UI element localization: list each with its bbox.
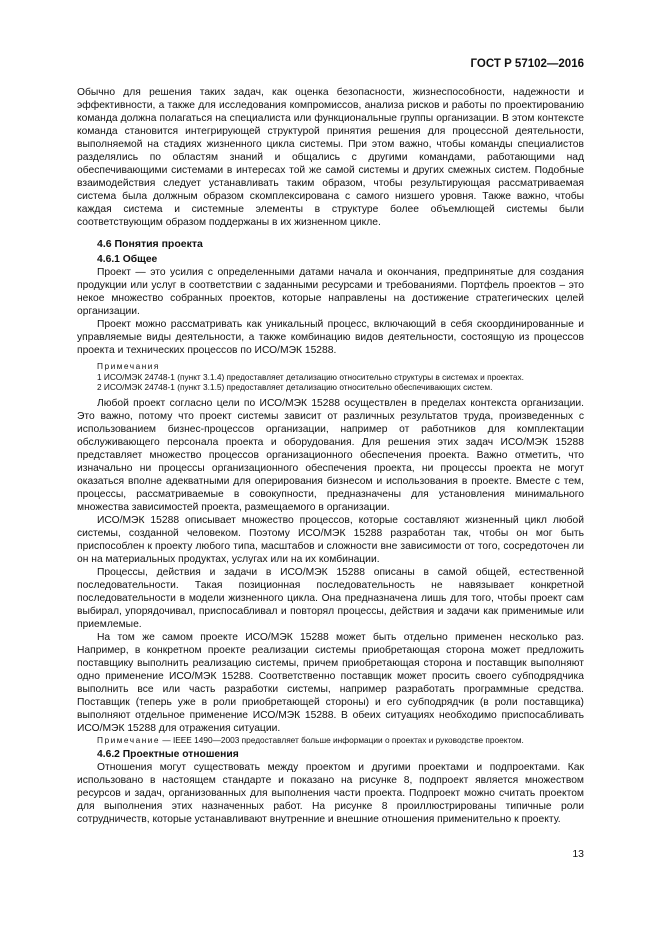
note-item: 1 ИСО/МЭК 24748-1 (пункт 3.1.4) предоставляет детализацию относительно структуры в системах и проектах. [97, 371, 524, 382]
paragraph: Отношения могут существовать между проектом и другими проектами и подпроектами. Как использовано в настоящем стандарте и показано на рисунке 8, подпроект является множеством ресурсов и задач, организованных для выполнения части проекта. Подпроект можно считать проектом для выполнения этих назначенных работ. На рисунке 8 проиллюстрированы типичные роли сотрудничеств, которые устанавливают внутренние и внешние отношения применительно к проекту. [77, 761, 584, 825]
section-title-4-6: 4.6 Понятия проекта [97, 238, 203, 250]
document-id-header: ГОСТ Р 57102—2016 [470, 58, 584, 70]
paragraph: ИСО/МЭК 15288 описывает множество процессов, которые составляют жизненный цикл любой системы, созданной человеком. Поэтому ИСО/МЭК 15288 разработан так, чтобы он мог быть приспособлен к проекту любого типа, масштабов и сложности вне зависимости от того, сосредоточен ли он на материальных продуктах, услугах или на их комбинации. [77, 514, 584, 565]
page-body [77, 86, 584, 826]
subsection-title-4-6-1: 4.6.1 Общее [97, 254, 158, 265]
subsection-title-4-6-2: 4.6.2 Проектные отношения [97, 748, 239, 760]
note-item: 2 ИСО/МЭК 24748-1 (пункт 3.1.5) предоставляет детализацию относительно обеспечивающих систем. [97, 382, 493, 392]
notes-block [77, 361, 584, 393]
inline-note-label: Примечание [97, 734, 161, 745]
paragraph: Процессы, действия и задачи в ИСО/МЭК 15288 описаны в самой общей, естественной последовательности. Такая позиционная последовательность не навязывает конкретной последовательности в модели жизненного цикла. Она предназначена лишь для того, чтобы проект сам выбирал, упорядочивал, приспосабливал и повторял процессы, действия и задачи как применимые или приемлемые. [77, 566, 584, 630]
paragraph: Проект — это усилия с определенными датами начала и окончания, предпринятые для создания продукции или услуг в соответствии с заданными ресурсами и требованиями. Портфель проектов – это некое множество собранных проектов, которые направлены на достижение стратегических целей организации. [77, 267, 584, 317]
page-number: 13 [572, 848, 584, 860]
intro-paragraph: Обычно для решения таких задач, как оценка безопасности, жизнеспособности, надежности и эффективности, а также для исследования компромиссов, анализа рисков и работы по проектированию команда должна полагаться на специалиста или функциональные группы организации. В этом контексте команда становится интегрирующей структурой принятия решения для процессной деятельности, выполняемой на стадиях жизненного цикла системы. При этом важно, чтобы команды специалистов разделялись по областям знаний и общались с другими командами, работающими над обеспечивающими системами в интересах той же самой системы и других смежных систем. Подобные взаимодействия следует устанавливать таким образом, чтобы результирующая рассматриваемая система была должным образом скомплексирована с самого низшего уровня. Также важно, чтобы каждая система и системные элементы в структуре более объемлющей системы были соответствующим образом поддержаны в их жизненном цикле. [77, 87, 584, 228]
notes-heading: Примечания [97, 361, 160, 371]
paragraph: Проект можно рассматривать как уникальный процесс, включающий в себя скоординированные и управляемые виды деятельности, а также комбинацию видов деятельности, состоящую из процессов проекта и технических процессов по ИСО/МЭК 15288. [77, 319, 584, 356]
paragraph: На том же самом проекте ИСО/МЭК 15288 может быть отдельно применен несколько раз. Например, в конкретном проекте реализации системы приобретающая сторона может предложить поставщику выполнить реализацию системы, причем приобретающая сторона и поставщик выполняют одно применение ИСО/МЭК 15288. Соответственно поставщик может просить своего субподрядчика выполнить все или часть разработки системы, например разработать программные средства. Поставщик (теперь уже в роли приобретающей стороны) и его субподрядчик (в роли поставщика) выполняют отдельное применение ИСО/МЭК 15288. В обеих ситуациях необходимо приспосабливать ИСО/МЭК 15288 для отражения ситуации. [77, 631, 584, 734]
inline-note-text: — IEEE 1490—2003 предоставляет больше информации о проектах и руководстве проектом. [160, 734, 524, 745]
paragraph: Любой проект согласно цели по ИСО/МЭК 15288 осуществлен в пределах контекста организации. Это важно, потому что проект системы зависит от различных результатов труда, произведенных с использованием бизнес-процессов организации, например от работников для комплектации обслуживающего персонала проекта и оборудования. Для решения этих задач ИСО/МЭК 15288 представляет множество процессов организационного обеспечения проекта. Важно отметить, что изначально ни процессы организационного обеспечения проекта, ни процессы проекта не могут оказаться вполне адекватными для оперирования бизнесом и использования в проекте. Вместе с тем, процессы, рассматриваемые в совокупности, предназначены для установления минимального множества зависимостей проекта, размещаемого в организации. [77, 397, 584, 513]
inline-note [77, 735, 584, 746]
